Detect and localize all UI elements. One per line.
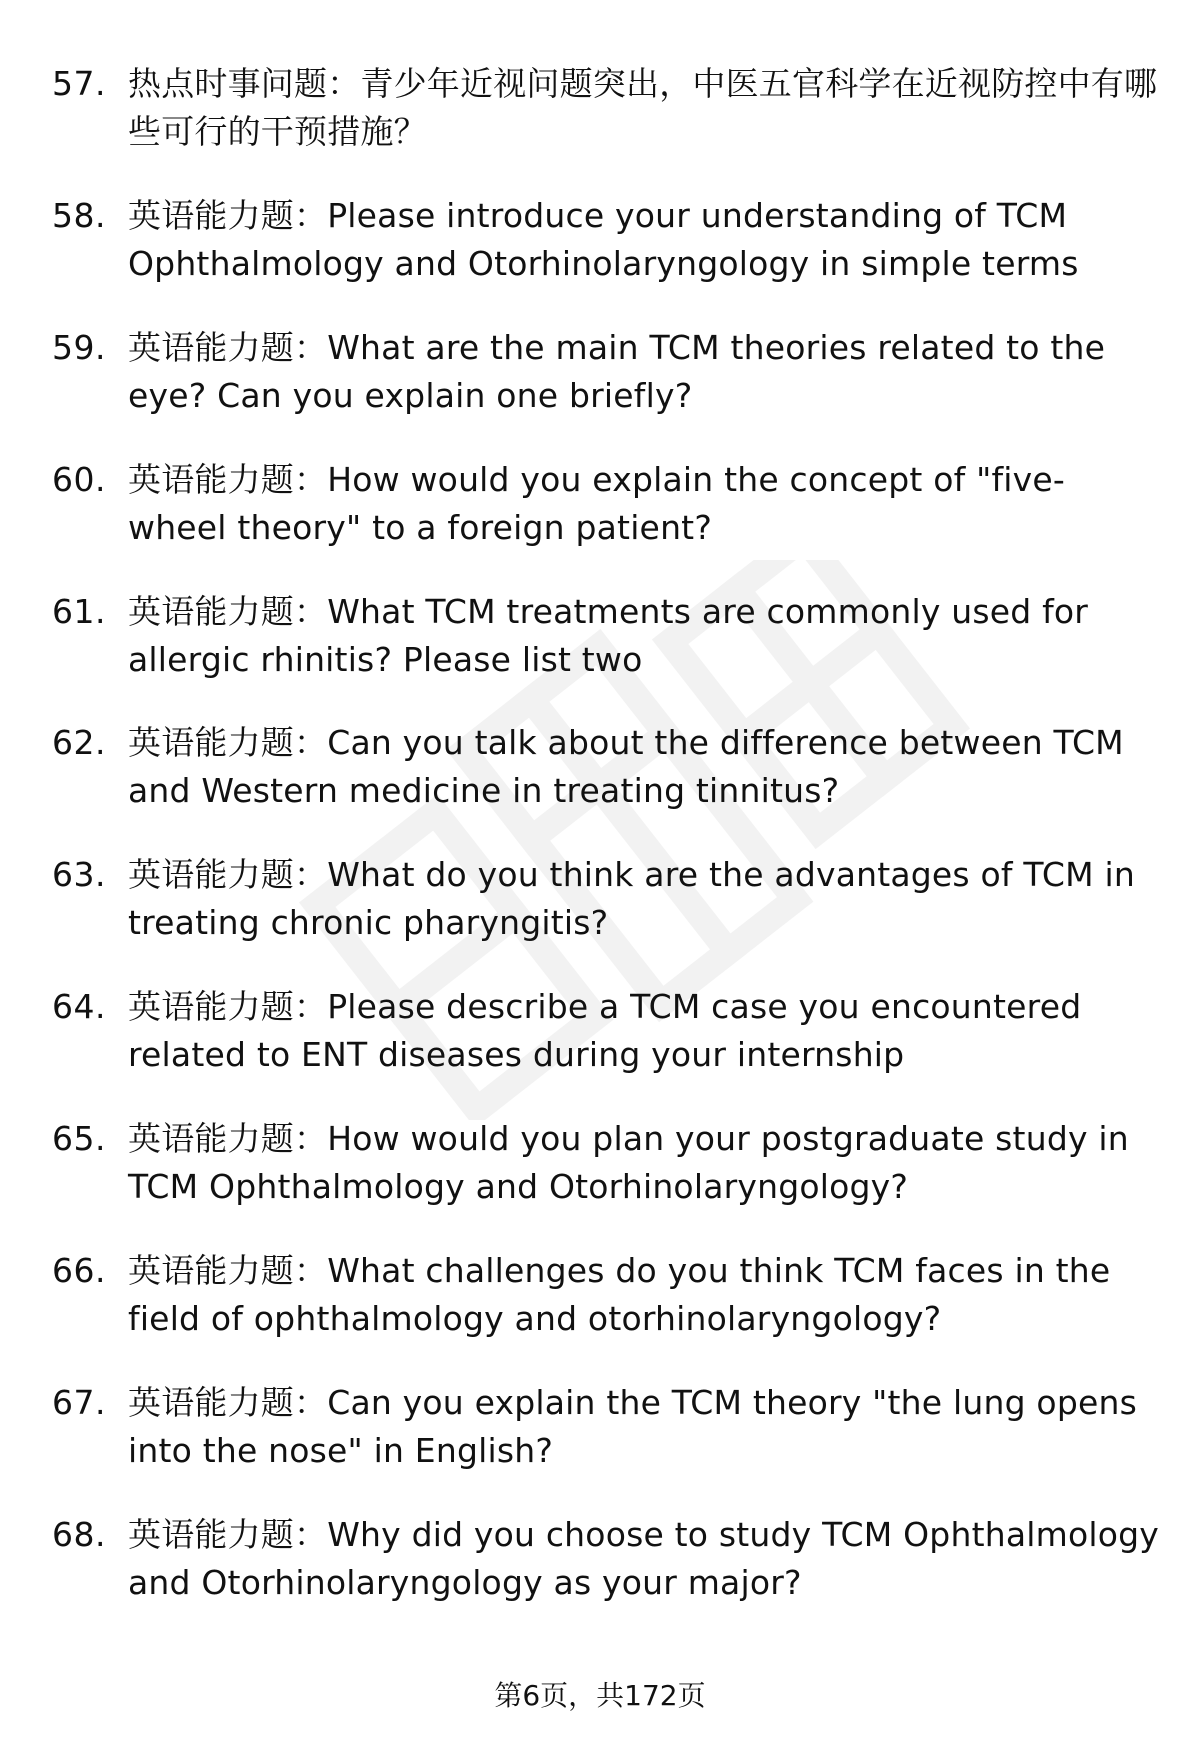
- question-item-64: [52, 983, 1162, 1115]
- question-text: Why did you choose to study TCM Ophthalmology and Otorhinolaryngology as your major?: [128, 1514, 1159, 1602]
- question-body: [128, 1511, 1162, 1607]
- question-item-68: [52, 1511, 1162, 1643]
- question-category: 英语能力题：: [128, 591, 328, 631]
- question-text: 青少年近视问题突出，中医五官科学在近视防控中有哪些可行的干预措施？: [128, 64, 1158, 151]
- question-number: 65.: [52, 1119, 106, 1159]
- question-text: What do you think are the advantages of TCM in treating chronic pharyngitis?: [128, 855, 1135, 943]
- question-body: [128, 192, 1162, 288]
- question-category: 热点时事问题：: [128, 64, 361, 103]
- question-text: What are the main TCM theories related to the eye? Can you explain one briefly?: [128, 327, 1106, 415]
- question-number: 59.: [52, 327, 106, 367]
- question-item-57: [52, 60, 1162, 192]
- question-number: 67.: [52, 1382, 106, 1422]
- question-body: [128, 60, 1162, 156]
- question-text: How would you explain the concept of "five-wheel theory" to a foreign patient?: [128, 459, 1065, 547]
- question-text: Please describe a TCM case you encountered related to ENT diseases during your internship: [128, 987, 1082, 1075]
- question-body: [128, 1379, 1162, 1475]
- question-list: [52, 60, 1162, 1643]
- question-item-66: [52, 1247, 1162, 1379]
- question-number: 64.: [52, 987, 106, 1027]
- question-number: 58.: [52, 195, 106, 235]
- question-text: Please introduce your understanding of TCM Ophthalmology and Otorhinolaryngology in simple terms: [128, 195, 1079, 283]
- question-category: 英语能力题：: [128, 1251, 328, 1291]
- question-item-59: [52, 324, 1162, 456]
- question-category: 英语能力题：: [128, 195, 328, 235]
- question-category: 英语能力题：: [128, 459, 328, 499]
- question-item-60: [52, 456, 1162, 588]
- question-body: [128, 324, 1162, 420]
- question-body: [128, 851, 1162, 947]
- question-number: 61.: [52, 591, 106, 631]
- question-text: Can you talk about the difference between TCM and Western medicine in treating tinnitus?: [128, 723, 1124, 811]
- question-category: 英语能力题：: [128, 855, 328, 895]
- question-item-63: [52, 851, 1162, 983]
- page-number-footer: 第6页，共172页: [494, 1679, 706, 1712]
- question-category: 英语能力题：: [128, 723, 328, 763]
- question-body: [128, 456, 1162, 552]
- question-text: What TCM treatments are commonly used for allergic rhinitis? Please list two: [128, 591, 1089, 679]
- question-text: Can you explain the TCM theory "the lung opens into the nose" in English?: [128, 1382, 1137, 1470]
- question-category: 英语能力题：: [128, 1119, 328, 1159]
- question-category: 英语能力题：: [128, 1514, 328, 1554]
- question-text: What challenges do you think TCM faces in the field of ophthalmology and otorhinolaryngology?: [128, 1251, 1111, 1339]
- question-item-61: [52, 588, 1162, 720]
- question-body: [128, 983, 1162, 1079]
- question-body: [128, 588, 1162, 684]
- question-number: 62.: [52, 723, 106, 763]
- question-item-65: [52, 1115, 1162, 1247]
- question-item-67: [52, 1379, 1162, 1511]
- question-item-62: [52, 719, 1162, 851]
- question-body: [128, 1247, 1162, 1343]
- question-item-58: [52, 192, 1162, 324]
- question-number: 60.: [52, 459, 106, 499]
- question-body: [128, 1115, 1162, 1211]
- question-text: How would you plan your postgraduate study in TCM Ophthalmology and Otorhinolaryngology?: [128, 1119, 1129, 1207]
- question-number: 63.: [52, 855, 106, 895]
- question-body: [128, 719, 1162, 815]
- question-number: 68.: [52, 1514, 106, 1554]
- question-number: 57.: [52, 64, 106, 103]
- question-category: 英语能力题：: [128, 987, 328, 1027]
- question-category: 英语能力题：: [128, 1382, 328, 1422]
- question-category: 英语能力题：: [128, 327, 328, 367]
- question-number: 66.: [52, 1251, 106, 1291]
